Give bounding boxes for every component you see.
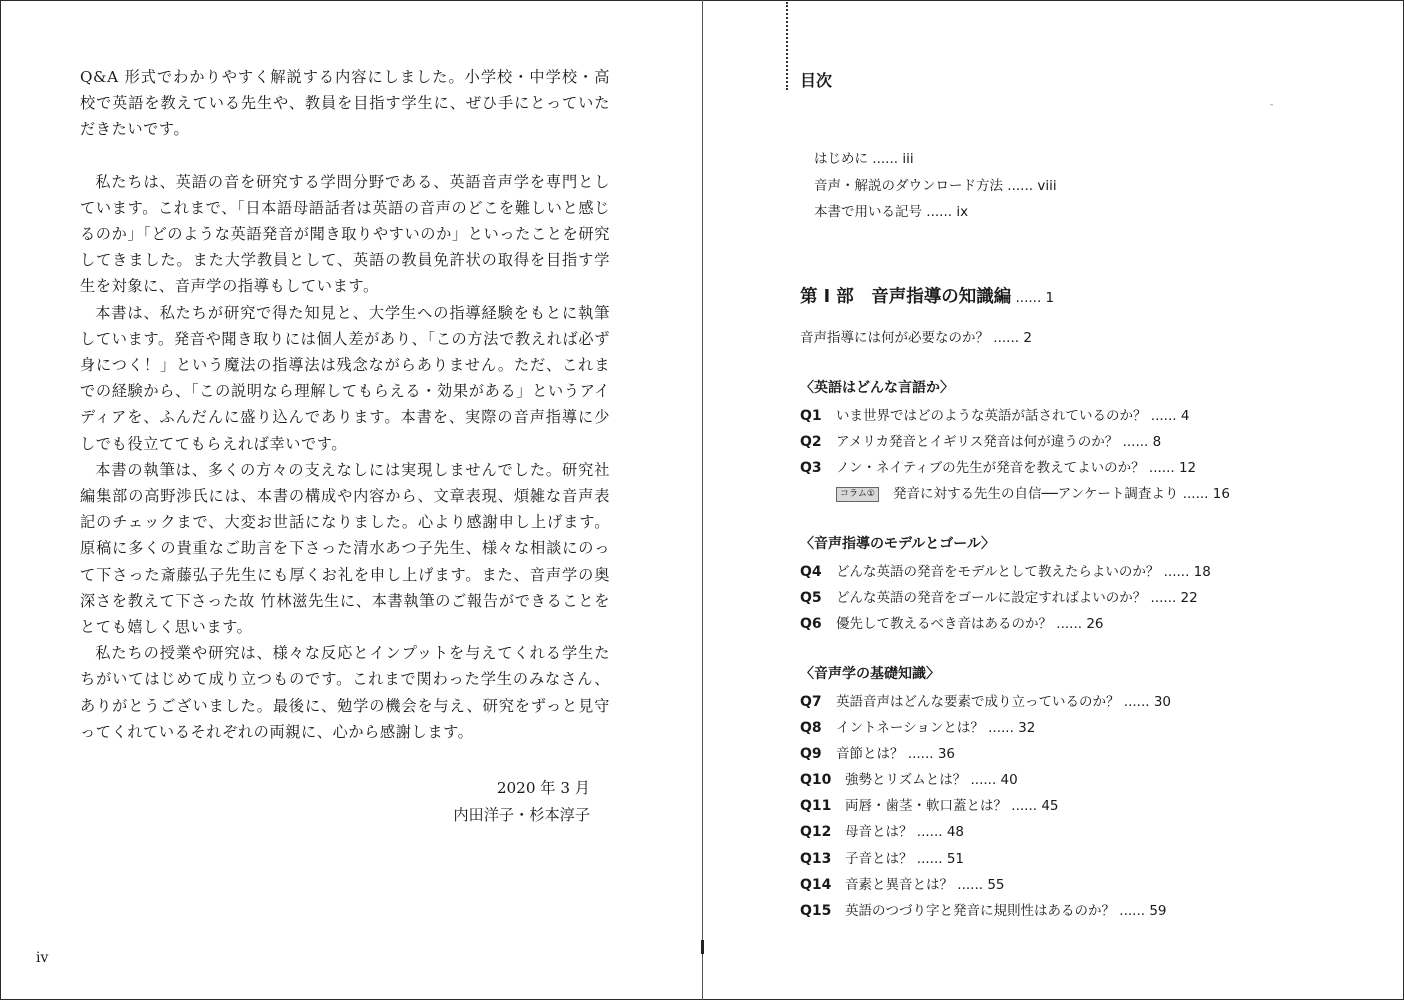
question-number: Q1 [800, 408, 822, 424]
question-number: Q11 [800, 798, 832, 815]
preface-paragraph: 本書の執筆は、多くの方々の支えなしには実現しませんでした。研究社編集部の高野渉氏には、本書の構成や内容から、文章表現、煩雑な音声表記のチェックまで、大変お世話になりました。心より感謝申し上げます。原稿に多くの貴重なご助言を下さった清水あつ子先生、様々な相談にのって下さった斎藤弘子先生にも厚くお礼を申し上げます。また、音声学の奥深さを教えて下さった故 竹林滋先生に、本書執筆のご報告ができることをとても嬉しく思います。 [80, 460, 610, 637]
part-title: 第 I 部 音声指導の知識編 [800, 287, 1012, 307]
question-text: イントネーションとは？ ...... 32 [836, 720, 1036, 737]
question-number: Q10 [800, 772, 832, 789]
question-text: いま世界ではどのような英語が話されているのか？ ...... 4 [836, 408, 1190, 424]
section-heading: 〈音声学の基礎知識〉 [800, 666, 940, 682]
part-heading[interactable] [800, 283, 1054, 308]
toc-question-entry[interactable] [800, 741, 1171, 767]
question-text: 音素と異音とは？ ...... 55 [845, 876, 1005, 893]
question-number: Q4 [800, 564, 822, 580]
question-text: アメリカ発音とイギリス発音は何が違うのか？ ...... 8 [836, 434, 1162, 451]
page-gutter [702, 0, 703, 1000]
toc-question-entry[interactable] [800, 559, 1211, 585]
question-text: 優先して教えるべき音はあるのか？ ...... 26 [836, 616, 1104, 633]
toc-question-entry[interactable] [800, 767, 1171, 793]
question-number: Q5 [800, 590, 822, 607]
dotted-rule [786, 2, 788, 90]
question-number: Q7 [800, 694, 822, 710]
toc-question-entry[interactable] [800, 689, 1171, 715]
question-number: Q3 [800, 460, 822, 477]
question-text: 英語のつづり字と発音に規則性はあるのか？ ...... 59 [845, 902, 1167, 919]
toc-column-entry[interactable] [800, 481, 1230, 507]
question-number: Q6 [800, 616, 822, 633]
toc-section [800, 661, 1171, 924]
question-text: 両唇・歯茎・軟口蓋とは？ ...... 45 [845, 798, 1059, 815]
toc-question-entry[interactable] [800, 585, 1211, 611]
toc-question-entry[interactable] [800, 429, 1230, 455]
toc-question-entry[interactable] [800, 793, 1171, 819]
column-text: 発音に対する先生の自信──アンケート調査より ...... 16 [892, 486, 1230, 503]
preface-paragraph: 本書は、私たちが研究で得た知見と、大学生への指導経験をもとに執筆しています。発音や聞き取りには個人差があり、「この方法で教えれば必ず身につく！」という魔法の指導法は残念ながらありません。ただ、これまでの経験から、「この説明なら理解してもらえる・効果がある」というアイディアを、ふんだんに盛り込んであります。本書を、実際の音声指導に少しでも役立ててもらえれば幸いです。 [80, 303, 610, 453]
question-text: どんな英語の発音をモデルとして教えたらよいのか？ ...... 18 [836, 564, 1211, 580]
question-text: 強勢とリズムとは？ ...... 40 [845, 772, 1018, 789]
page-number: iv [36, 950, 49, 966]
toc-question-entry[interactable] [800, 872, 1171, 898]
preface-paragraph: 私たちの授業や研究は、様々な反応とインプットを与えてくれる学生たちがいてはじめて成り立つものです。これまで関わった学生のみなさん、ありがとうございました。最後に、勉学の機会を与え、研究をずっと見守ってくれているそれぞれの両親に、心から感謝します。 [80, 644, 610, 741]
toc-question-entry[interactable] [800, 455, 1230, 481]
toc-entry[interactable]: はじめに ...... iii [814, 151, 914, 167]
toc-title: 目次 [800, 71, 833, 90]
part-page: ...... 1 [1011, 290, 1055, 306]
preface-paragraph: 私たちは、英語の音を研究する学問分野である、英語音声学を専門としています。これまで、「日本語母語話者は英語の音声のどこを難しいと感じるのか」「どのような英語発音が聞き取りやすいのか」といったことを研究してきました。また大学教員として、英語の教員免許状の取得を目指す学生を対象に、音声学の指導もしています。 [80, 172, 610, 296]
corner-mark: - [1270, 100, 1274, 110]
question-text: 母音とは？ ...... 48 [845, 824, 965, 841]
question-number: Q12 [800, 824, 832, 841]
preface-date: 2020 年 3 月 [496, 779, 590, 797]
question-text: 音節とは？ ...... 36 [836, 746, 956, 763]
toc-question-entry[interactable] [800, 819, 1171, 845]
question-number: Q14 [800, 876, 832, 893]
question-number: Q8 [800, 720, 822, 737]
question-number: Q9 [800, 746, 822, 763]
toc-question-entry[interactable] [800, 403, 1230, 429]
toc-entry[interactable]: 音声指導には何が必要なのか？ ...... 2 [800, 330, 1032, 346]
question-number: Q13 [800, 850, 832, 867]
question-number: Q15 [800, 902, 832, 919]
gutter-mark [701, 940, 704, 954]
section-heading: 〈英語はどんな言語か〉 [800, 380, 954, 396]
toc-question-entry[interactable] [800, 846, 1171, 872]
column-badge: コラム① [836, 487, 879, 502]
preface-signoff [453, 775, 590, 829]
toc-entry[interactable]: 本書で用いる記号 ...... ix [814, 204, 969, 220]
question-text: 英語音声はどんな要素で成り立っているのか？ ...... 30 [836, 694, 1172, 710]
question-text: どんな英語の発音をゴールに設定すればよいのか？ ...... 22 [836, 590, 1198, 607]
toc-entry[interactable]: 音声・解説のダウンロード方法 ...... viii [814, 177, 1057, 194]
section-heading: 〈音声指導のモデルとゴール〉 [800, 536, 996, 552]
front-matter-list [814, 146, 1057, 226]
preface-authors: 内田洋子・杉本淳子 [453, 806, 590, 824]
toc-section [800, 531, 1211, 637]
preface-body [80, 64, 610, 745]
question-number: Q2 [800, 434, 822, 451]
preface-paragraph: Q&A 形式でわかりやすく解説する内容にしました。小学校・中学校・高校で英語を教えている先生や、教員を目指す学生に、ぜひ手にとっていただきたいです。 [80, 68, 610, 139]
toc-question-entry[interactable] [800, 611, 1211, 637]
toc-question-entry[interactable] [800, 715, 1171, 741]
toc-section [800, 375, 1230, 507]
question-text: ノン・ネイティブの先生が発音を教えてよいのか？ ...... 12 [836, 460, 1197, 477]
toc-question-entry[interactable] [800, 898, 1171, 924]
question-text: 子音とは？ ...... 51 [845, 850, 965, 867]
